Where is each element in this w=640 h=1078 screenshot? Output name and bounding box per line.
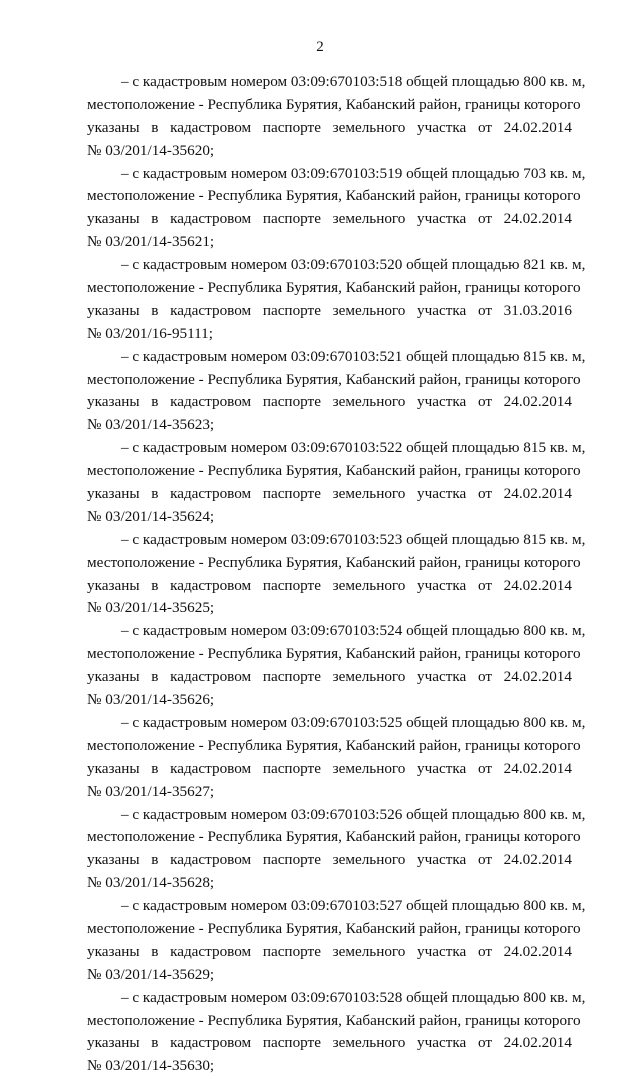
entry-line-2: местоположение - Республика Бурятия, Кабанский район, границы которого (87, 187, 581, 205)
entry-line-3: указаны в кадастровом паспорте земельного участка от 24.02.2014 (87, 485, 572, 503)
entry-line-1: – с кадастровым номером 03:09:670103:524 общей площадью 800 кв. м, (121, 622, 586, 640)
entry-line-2: местоположение - Республика Бурятия, Кабанский район, границы которого (87, 736, 581, 754)
land-plot-entry (87, 163, 586, 255)
entry-line-2: местоположение - Республика Бурятия, Кабанский район, границы которого (87, 1011, 581, 1029)
entry-line-4: № 03/201/14-35621; (87, 233, 215, 251)
land-plot-entry (87, 346, 586, 438)
entry-line-4: № 03/201/14-35628; (87, 874, 215, 892)
entry-line-1: – с кадастровым номером 03:09:670103:523 общей площадью 815 кв. м, (121, 530, 586, 548)
land-plot-entry (87, 620, 586, 712)
entry-line-3: указаны в кадастровом паспорте земельного участка от 24.02.2014 (87, 210, 572, 228)
entry-line-4: № 03/201/14-35625; (87, 599, 215, 617)
entry-line-4: № 03/201/14-35627; (87, 782, 215, 800)
land-plot-entry (87, 71, 586, 163)
entry-line-3: указаны в кадастровом паспорте земельного участка от 31.03.2016 (87, 301, 572, 319)
land-plot-entry (87, 895, 586, 987)
entry-line-1: – с кадастровым номером 03:09:670103:528 общей площадью 800 кв. м, (121, 988, 586, 1006)
entry-line-1: – с кадастровым номером 03:09:670103:521 общей площадью 815 кв. м, (121, 347, 586, 365)
entry-line-3: указаны в кадастровом паспорте земельного участка от 24.02.2014 (87, 393, 572, 411)
entry-line-1: – с кадастровым номером 03:09:670103:520 общей площадью 821 кв. м, (121, 256, 586, 274)
entry-line-2: местоположение - Республика Бурятия, Кабанский район, границы которого (87, 462, 581, 480)
entry-line-4: № 03/201/14-35630; (87, 1057, 215, 1075)
land-plot-entry (87, 804, 586, 896)
land-plot-entry (87, 254, 586, 346)
entry-line-4: № 03/201/16-95111; (87, 324, 214, 342)
entry-line-2: местоположение - Республика Бурятия, Кабанский район, границы которого (87, 370, 581, 388)
entry-line-2: местоположение - Республика Бурятия, Кабанский район, границы которого (87, 95, 581, 113)
entry-line-3: указаны в кадастровом паспорте земельного участка от 24.02.2014 (87, 668, 572, 686)
entry-line-2: местоположение - Республика Бурятия, Кабанский район, границы которого (87, 645, 581, 663)
land-plot-entry (87, 712, 586, 804)
entry-line-2: местоположение - Республика Бурятия, Кабанский район, границы которого (87, 553, 581, 571)
entry-line-1: – с кадастровым номером 03:09:670103:518 общей площадью 800 кв. м, (121, 73, 586, 90)
entry-line-1: – с кадастровым номером 03:09:670103:527 общей площадью 800 кв. м, (121, 897, 586, 915)
entry-line-3: указаны в кадастровом паспорте земельного участка от 24.02.2014 (87, 1034, 572, 1052)
entry-line-4: № 03/201/14-35626; (87, 691, 215, 709)
entry-line-2: местоположение - Республика Бурятия, Кабанский район, границы которого (87, 279, 581, 297)
entry-line-3: указаны в кадастровом паспорте земельного участка от 24.02.2014 (87, 759, 572, 777)
entry-line-3: указаны в кадастровом паспорте земельного участка от 24.02.2014 (87, 576, 572, 594)
entry-line-3: указаны в кадастровом паспорте земельного участка от 24.02.2014 (87, 118, 572, 136)
entry-line-2: местоположение - Республика Бурятия, Кабанский район, границы которого (87, 828, 581, 846)
entry-line-4: № 03/201/14-35623; (87, 416, 215, 434)
entry-line-1: – с кадастровым номером 03:09:670103:525 общей площадью 800 кв. м, (121, 713, 586, 731)
entry-line-4: № 03/201/14-35624; (87, 507, 215, 525)
entry-line-3: указаны в кадастровом паспорте земельного участка от 24.02.2014 (87, 851, 572, 869)
entry-line-1: – с кадастровым номером 03:09:670103:526 общей площадью 800 кв. м, (121, 805, 586, 823)
land-plot-entry (87, 529, 586, 621)
entry-line-2: местоположение - Республика Бурятия, Кабанский район, границы которого (87, 919, 581, 937)
entry-line-4: № 03/201/14-35620; (87, 141, 215, 159)
land-plot-entry (87, 987, 586, 1078)
document-body (87, 71, 586, 1078)
land-plot-entry (87, 437, 586, 529)
entry-line-3: указаны в кадастровом паспорте земельного участка от 24.02.2014 (87, 942, 572, 960)
entry-line-1: – с кадастровым номером 03:09:670103:519 общей площадью 703 кв. м, (121, 164, 586, 182)
page-number: 2 (316, 39, 324, 55)
entry-line-1: – с кадастровым номером 03:09:670103:522 общей площадью 815 кв. м, (121, 439, 586, 457)
entry-line-4: № 03/201/14-35629; (87, 965, 215, 983)
